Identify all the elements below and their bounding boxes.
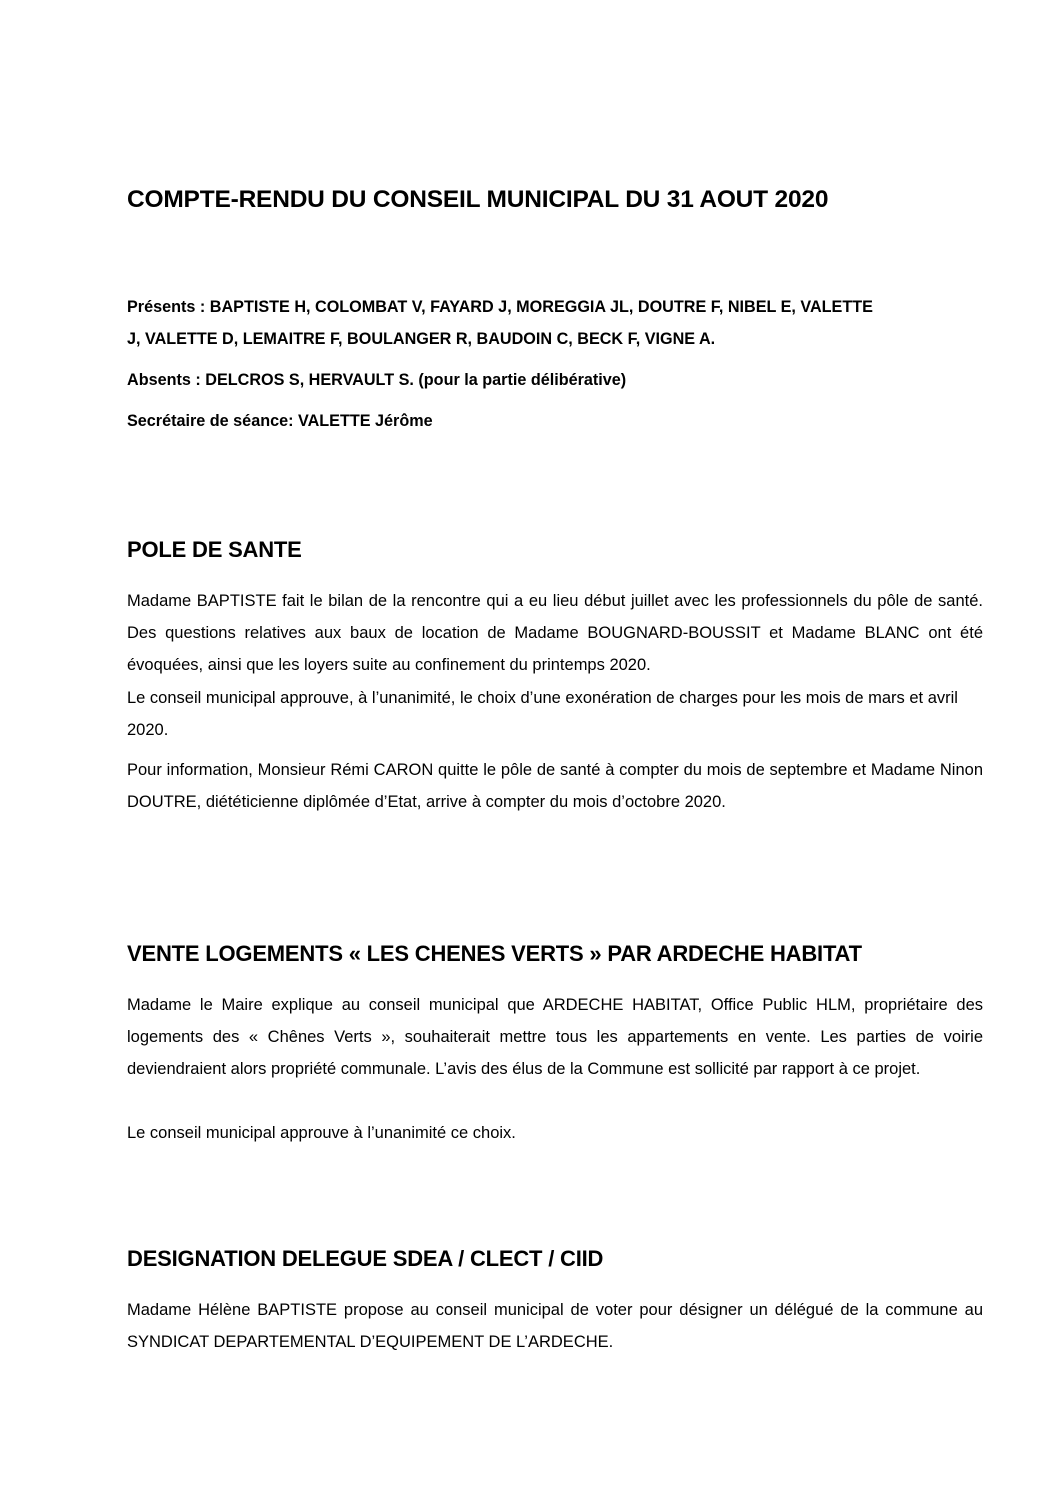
secretary-line: Secrétaire de séance: VALETTE Jérôme — [127, 412, 433, 430]
section-paragraph: Madame le Maire explique au conseil municipal que ARDECHE HABITAT, Office Public HLM, propriétaire des logements des « Chênes Verts », souhaiterait mettre tous les appartements en vente. Les parties de voirie deviendraient alors propriété communale. L’avis des élus de la Commune est sollicité par rapport à ce projet. — [127, 996, 983, 1078]
section-paragraph: Madame BAPTISTE fait le bilan de la rencontre qui a eu lieu début juillet avec les professionnels du pôle de santé. Des questions relatives aux baux de location de Madame BOUGNARD-BOUSSIT et Madame BLANC ont été évoquées, ainsi que les loyers suite au confinement du printemps 2020. — [127, 592, 983, 674]
section-title-vente-logements: VENTE LOGEMENTS « LES CHENES VERTS » PAR ARDECHE HABITAT — [127, 941, 862, 966]
section-title-designation-delegue: DESIGNATION DELEGUE SDEA / CLECT / CIID — [127, 1246, 604, 1271]
section-paragraph: Madame Hélène BAPTISTE propose au conseil municipal de voter pour désigner un délégué de la commune au SYNDICAT DEPARTEMENTAL D’EQUIPEMENT DE L’ARDECHE. — [127, 1301, 983, 1351]
section-paragraph: Pour information, Monsieur Rémi CARON quitte le pôle de santé à compter du mois de septembre et Madame Ninon DOUTRE, diététicienne diplômée d’Etat, arrive à compter du mois d’octobre 2020. — [127, 761, 983, 811]
section-title-pole-sante: POLE DE SANTE — [127, 537, 302, 562]
absents-line: Absents : DELCROS S, HERVAULT S. (pour la partie délibérative) — [127, 371, 627, 389]
document-title: COMPTE-RENDU DU CONSEIL MUNICIPAL DU 31 AOUT 2020 — [127, 186, 829, 213]
section-paragraph: Le conseil municipal approuve, à l’unanimité, le choix d’une exonération de charges pour les mois de mars et avril 2020. — [127, 689, 958, 739]
presents-line: Présents : BAPTISTE H, COLOMBAT V, FAYARD J, MOREGGIA JL, DOUTRE F, NIBEL E, VALETTE J, VALETTE D, LEMAITRE F, BOULANGER R, BAUDOIN C, BECK F, VIGNE A. — [127, 298, 873, 348]
section-paragraph: Le conseil municipal approuve à l’unanimité ce choix. — [127, 1124, 516, 1142]
